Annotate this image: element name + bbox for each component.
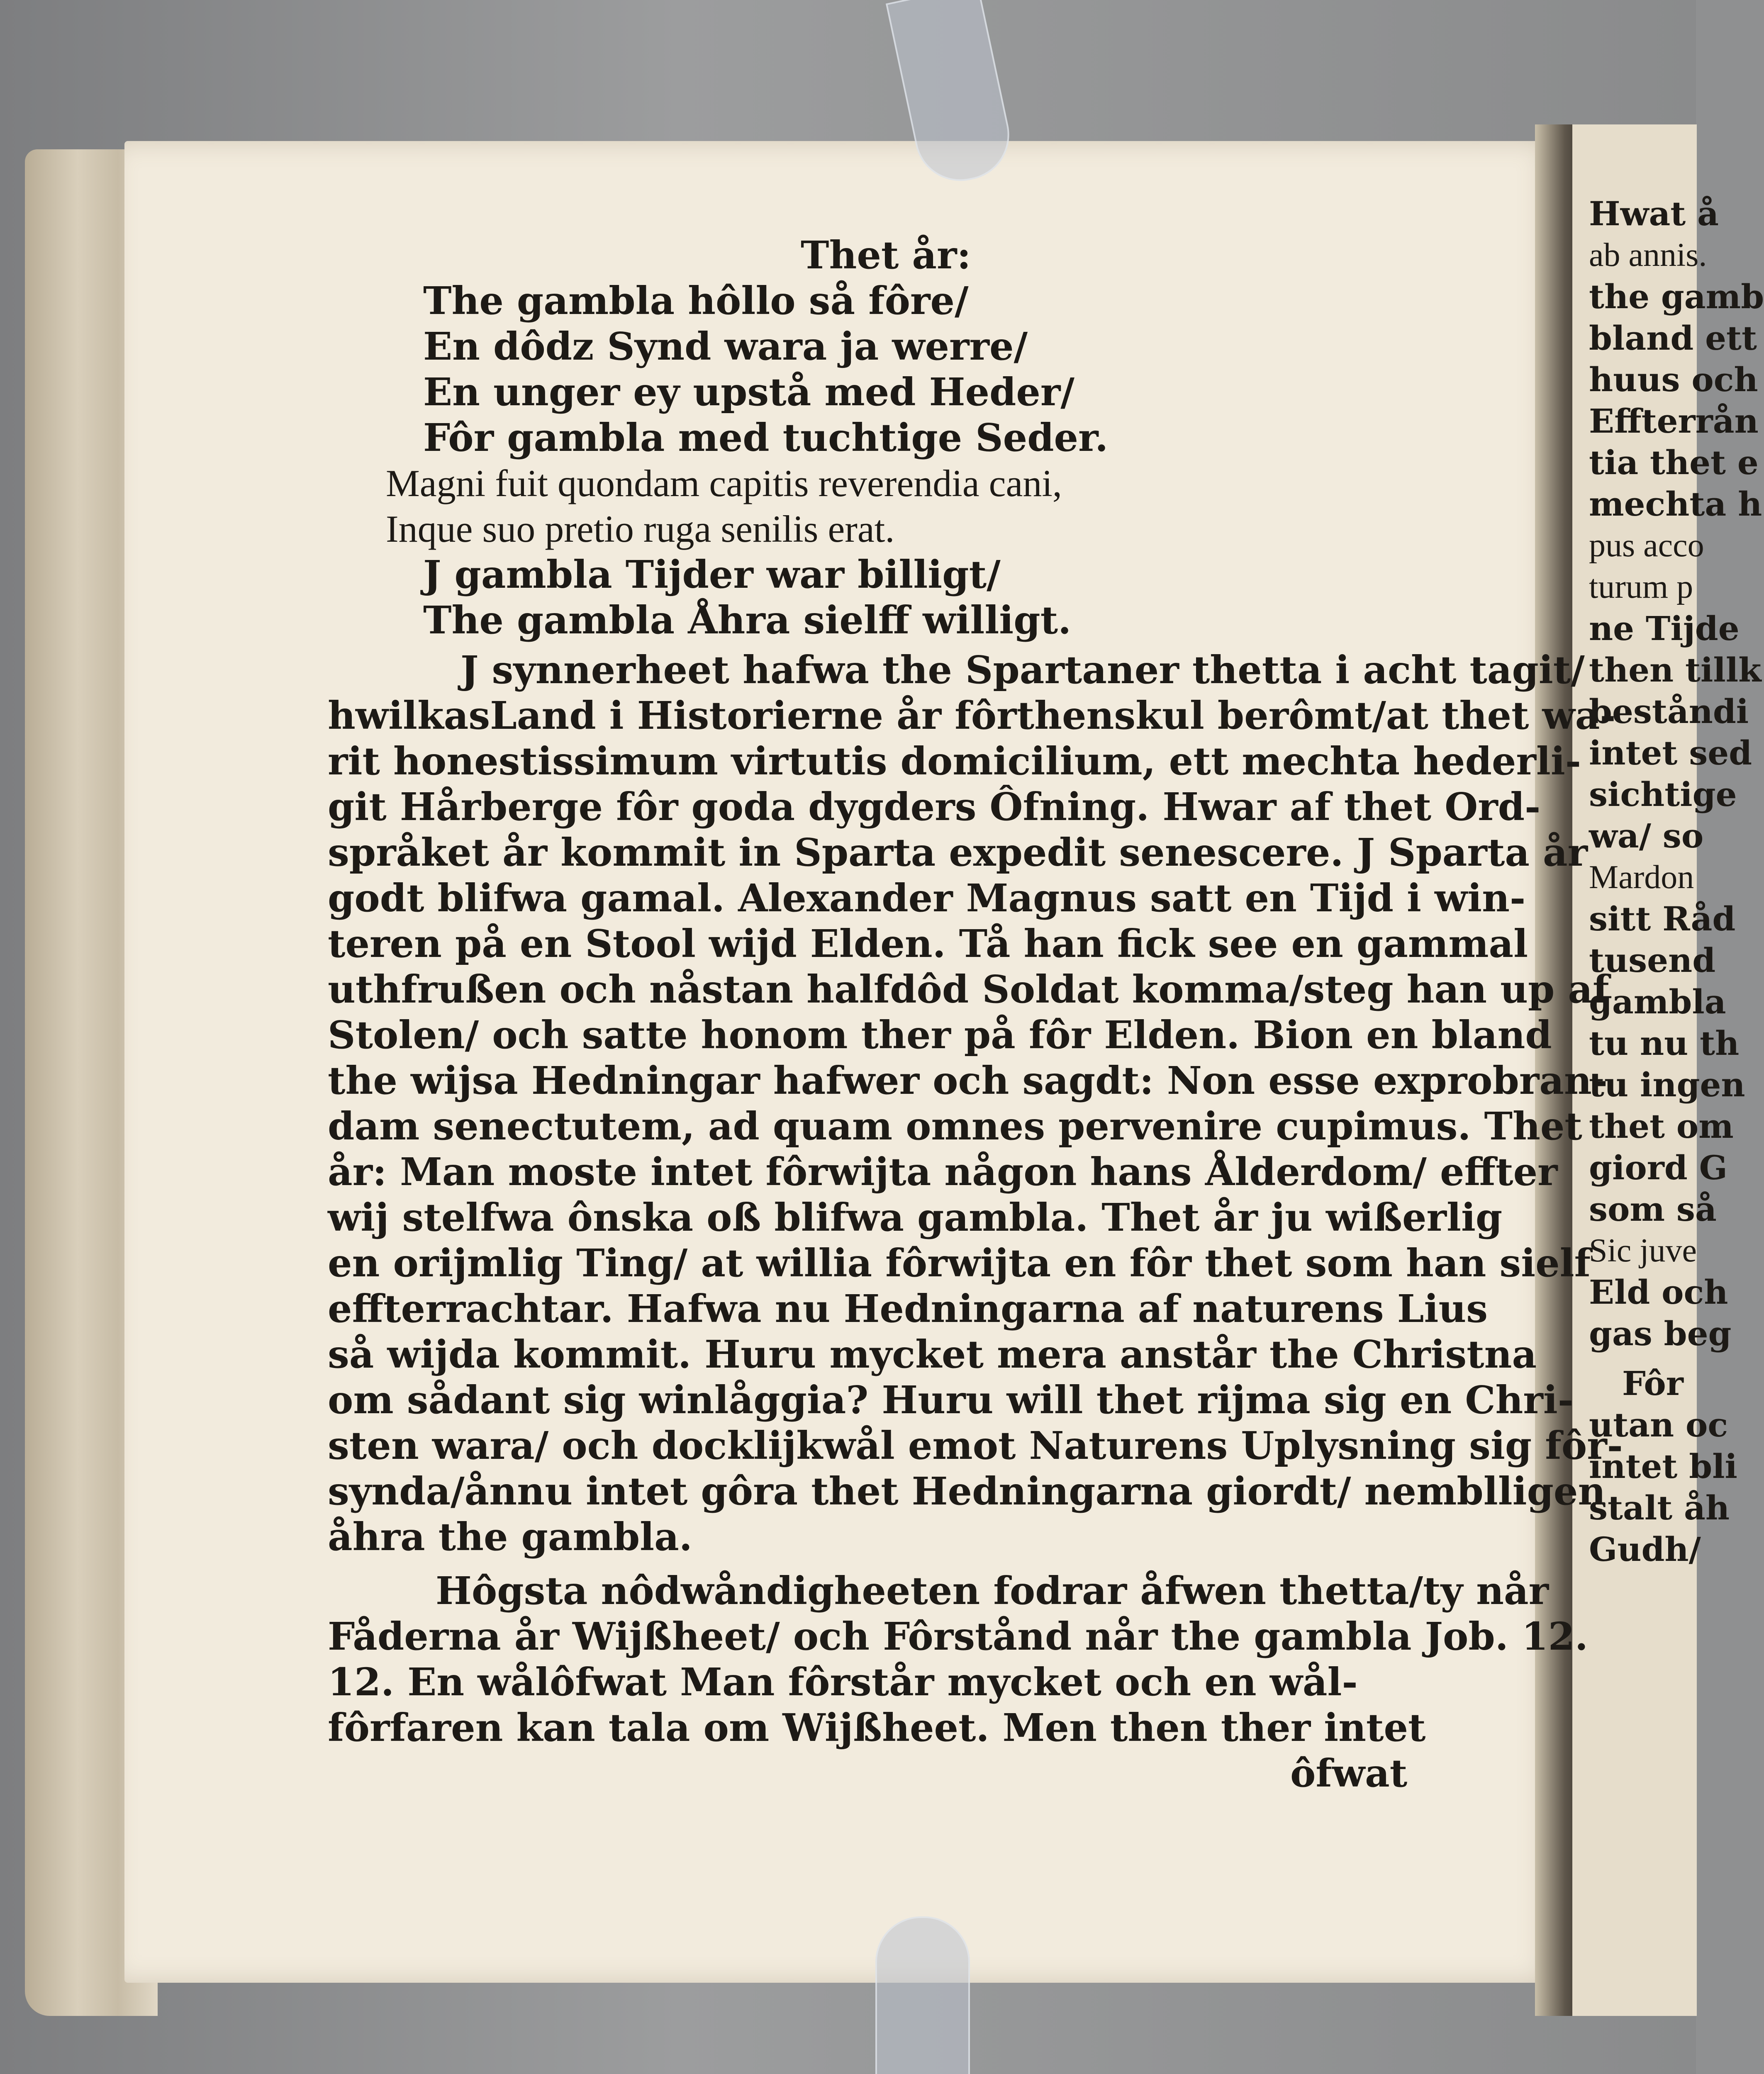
right-page-line: wa/ so xyxy=(1589,816,1704,855)
right-page-line: ab annis. xyxy=(1589,237,1707,273)
right-page-line: Fôr xyxy=(1622,1364,1684,1403)
paragraph-line: om sådant sig winlåggia? Huru will thet rijma sig en Chri- xyxy=(328,1378,1574,1422)
right-page-line: Sic juve xyxy=(1589,1232,1697,1269)
latin-verse-line: Inque suo pretio ruga senilis erat. xyxy=(386,508,895,550)
paragraph-line: dam senectutem, ad quam omnes pervenire cupimus. Thet xyxy=(328,1104,1582,1149)
paragraph-line: en orijmlig Ting/ at willia fôrwijta en fôr thet som han sielf xyxy=(328,1241,1591,1285)
paragraph-line: Fåderna år Wijßheet/ och Fôrstånd når the gambla Job. 12. xyxy=(328,1614,1588,1659)
right-page-line: sitt Råd xyxy=(1589,899,1736,938)
paragraph-line: uthfrußen och nåstan halfdôd Soldat komma/steg han up af xyxy=(328,967,1609,1012)
right-page-line: giord G xyxy=(1589,1148,1727,1187)
right-page-line: Eld och xyxy=(1589,1273,1728,1312)
paragraph-line: sten wara/ och docklijkwål emot Naturens Uplysning sig fôr- xyxy=(328,1423,1623,1468)
right-page-line: bland ett xyxy=(1589,319,1757,358)
paragraph-line: hwilkasLand i Historierne år fôrthenskul berômt/at thet wa- xyxy=(328,693,1616,738)
paragraph-line: åhra the gambla. xyxy=(328,1514,692,1559)
paragraph-line: fôrfaren kan tala om Wijßheet. Men then ther intet xyxy=(328,1705,1426,1750)
right-page-line: huus och xyxy=(1589,360,1758,399)
right-page-line: intet sed xyxy=(1589,733,1752,772)
paragraph-line: språket år kommit in Sparta expedit senescere. J Sparta år xyxy=(328,830,1588,875)
right-page-line: Mardon xyxy=(1589,859,1694,896)
catchword: ôfwat xyxy=(1290,1751,1408,1796)
right-page-line: sichtige xyxy=(1589,775,1737,814)
right-page-line: thet om xyxy=(1589,1107,1734,1146)
paragraph-line: Hôgsta nôdwåndigheeten fodrar åfwen thetta/ty når xyxy=(436,1568,1549,1613)
paragraph-line: så wijda kommit. Huru mycket mera anstår the Christna xyxy=(328,1332,1537,1377)
paragraph-line: wij stelfwa ônska oß blifwa gambla. Thet år ju wißerlig xyxy=(328,1195,1503,1240)
right-page-line: ne Tijde xyxy=(1589,609,1740,648)
right-page-line: mechta h xyxy=(1589,484,1762,523)
latin-verse-line: Magni fuit quondam capitis reverendia cani, xyxy=(386,462,1062,504)
right-page-line: utan oc xyxy=(1589,1405,1728,1444)
paragraph-line: år: Man moste intet fôrwijta någon hans Ålderdom/ effter xyxy=(328,1149,1558,1194)
paragraph-line: synda/ånnu intet gôra thet Hedningarna giordt/ nemblligen xyxy=(328,1469,1606,1514)
verse-line: En dôdz Synd wara ja werre/ xyxy=(423,324,1028,369)
right-page-line: then tillk xyxy=(1589,650,1762,689)
verse-line: En unger ey upstå med Heder/ xyxy=(423,370,1074,414)
right-page-line: Effterrån xyxy=(1589,402,1759,441)
paragraph-line: the wijsa Hedningar hafwer och sagdt: Non esse exprobran- xyxy=(328,1058,1608,1103)
heading: Thet år: xyxy=(801,233,971,278)
right-page-line: the gamb xyxy=(1589,277,1764,316)
right-page-line: pus acco xyxy=(1589,527,1704,564)
right-page-line: intet bli xyxy=(1589,1447,1737,1486)
right-page-line: tu ingen xyxy=(1589,1065,1745,1104)
paragraph-line: J synnerheet hafwa the Spartaner thetta i acht tagit/ xyxy=(460,648,1585,692)
verse-line: The gambla hôllo så fôre/ xyxy=(423,278,969,323)
right-page-line: tusend xyxy=(1589,941,1716,980)
right-page-line: som så xyxy=(1589,1190,1717,1229)
paragraph-line: teren på en Stool wijd Elden. Tå han fick see en gammal xyxy=(328,921,1528,966)
verse-line: J gambla Tijder war billigt/ xyxy=(423,552,1001,597)
paragraph-line: Stolen/ och satte honom ther på fôr Elden. Bion en bland xyxy=(328,1013,1552,1057)
right-page-line: beståndi xyxy=(1589,692,1749,731)
right-page-line: tu nu th xyxy=(1589,1024,1740,1063)
bottom-page-clip xyxy=(875,1916,970,2074)
paragraph-line: git Hårberge fôr goda dygders Ôfning. Hwar af thet Ord- xyxy=(328,784,1541,829)
right-page-line: turum p xyxy=(1589,569,1693,605)
right-page-line: Hwat å xyxy=(1589,194,1719,233)
right-page-line: tia thet e xyxy=(1589,443,1759,482)
paragraph-line: godt blifwa gamal. Alexander Magnus satt en Tijd i win- xyxy=(328,876,1526,920)
paragraph-line: rit honestissimum virtutis domicilium, ett mechta hederli- xyxy=(328,739,1581,784)
verse-line: The gambla Åhra sielff willigt. xyxy=(423,598,1072,643)
right-page-line: gas beg xyxy=(1589,1314,1732,1353)
paragraph-line: 12. En wålôfwat Man fôrstår mycket och en wål- xyxy=(328,1660,1358,1704)
paragraph-line: effterrachtar. Hafwa nu Hedningarna af naturens Lius xyxy=(328,1286,1488,1331)
right-page-line: stalt åh xyxy=(1589,1488,1730,1527)
right-page-line: gambla xyxy=(1589,982,1726,1021)
verse-line: Fôr gambla med tuchtige Seder. xyxy=(423,415,1109,460)
right-page-line: Gudh/ xyxy=(1589,1530,1701,1569)
